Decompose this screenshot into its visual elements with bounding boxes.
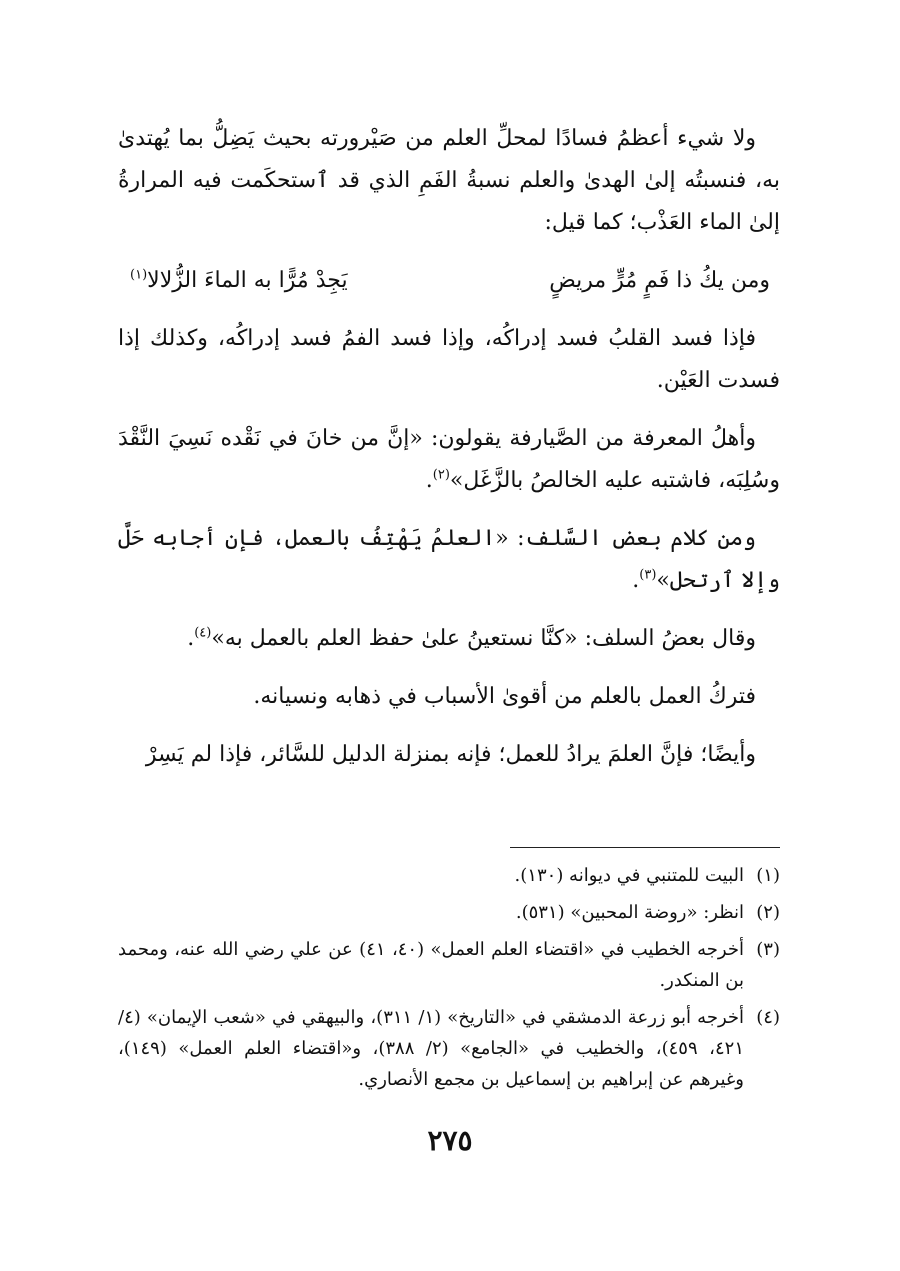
paragraph-4: ومن كلام بعض السَّلف: «العلمُ يَهْتِفُ بالعمل، فإن أجابه حَلَّ وإلا ٱرتحل»$^{(٣)}$. bbox=[118, 526, 780, 593]
poem-second-text: يَجِدْ مُرًّا به الماءَ الزُّلالا bbox=[147, 268, 348, 293]
footnote-text: أخرجه الخطيب في «اقتضاء العلم العمل» (٤٠، ٤١) عن علي رضي الله عنه، ومحمد بن المنكدر. bbox=[118, 939, 744, 991]
page-number: ٢٧٥ bbox=[427, 1124, 473, 1157]
paragraph-2: فإذا فسد القلبُ فسد إدراكُه، وإذا فسد الفمُ فسد إدراكُه، وكذلك إذا فسدت العَيْن. bbox=[118, 326, 780, 393]
paragraph-6: فتركُ العمل بالعلم من أقوىٰ الأسباب في ذهابه ونسيانه. bbox=[253, 684, 756, 709]
footnote-number: (٤) bbox=[756, 1007, 780, 1028]
poem-verse bbox=[118, 260, 780, 302]
footnote-marker-4[interactable]: (٤) bbox=[194, 625, 212, 641]
paragraph-5-text: وقال بعضُ السلف: «كنَّا نستعينُ علىٰ حفظ العلم بالعمل به» bbox=[211, 626, 756, 651]
paragraph-3-text: وأهلُ المعرفة من الصَّيارفة يقولون: «إنَّ من خانَ في نَقْده نَسِيَ النَّقْدَ وسُلِبَه، فاشتبه عليه الخالصُ بالزَّغَل» bbox=[118, 426, 780, 493]
footnote-1 bbox=[118, 860, 780, 891]
footnote-text: البيت للمتنبي في ديوانه (١٣٠). bbox=[514, 865, 744, 886]
footnote-4 bbox=[118, 1002, 780, 1095]
footnote-3 bbox=[118, 934, 780, 996]
main-text bbox=[118, 118, 780, 792]
footnote-number: (٢) bbox=[756, 902, 780, 923]
footnote-number: (٣) bbox=[756, 939, 780, 960]
footnote-marker-2[interactable]: (٢) bbox=[432, 467, 450, 483]
footnotes bbox=[118, 860, 780, 1101]
footnote-2 bbox=[118, 897, 780, 928]
footnote-text: انظر: «روضة المحبين» (٥٣١). bbox=[515, 902, 744, 923]
footnote-text: أخرجه أبو زرعة الدمشقي في «التاريخ» (١/ ٣١١)، والبيهقي في «شعب الإيمان» (٤/ ٤٢١، ٤٥٩)، والخطيب في «الجامع» (٢/ ٣٨٨)، و«اقتضاء العلم العمل» (١٤٩)، وغيرهم عن إبراهيم بن إسماعيل بن مجمع الأنصاري. bbox=[118, 1007, 745, 1090]
paragraph-5: وقال بعضُ السلف: «كنَّا نستعينُ علىٰ حفظ العلم بالعمل به»$^{(٤)}$. bbox=[187, 625, 756, 651]
footnote-marker-1[interactable]: (١) bbox=[130, 267, 148, 283]
paragraph-7: وأيضًا؛ فإنَّ العلمَ يرادُ للعمل؛ فإنه بمنزلة الدليل للسَّائر، فإذا لم يَسِرْ bbox=[145, 742, 756, 767]
footnote-separator bbox=[510, 847, 780, 848]
paragraph-4-text: ومن كلام بعض السَّلف: «العلمُ يَهْتِفُ بالعمل، فإن أجابه حَلَّ وإلا ٱرتحل» bbox=[118, 526, 780, 593]
footnote-number: (١) bbox=[756, 865, 780, 886]
footnote-marker-3[interactable]: (٣) bbox=[639, 567, 657, 583]
paragraph-3: وأهلُ المعرفة من الصَّيارفة يقولون: «إنَّ من خانَ في نَقْده نَسِيَ النَّقْدَ وسُلِبَه، فاشتبه عليه الخالصُ بالزَّغَل»$^{(٢)}$. bbox=[118, 426, 780, 493]
poem-second-hemistich bbox=[130, 260, 348, 302]
poem-first-hemistich: ومن يكُ ذا فَمٍ مُرٍّ مريضٍ bbox=[549, 268, 770, 293]
paragraph-1: ولا شيء أعظمُ فسادًا لمحلِّ العلم من صَيْرورته بحيث يَضِلُّ بما يُهتدىٰ به، فنسبتُه إلىٰ الهدىٰ والعلم نسبةُ الفَمِ الذي قد ٱستحكَمت فيه المرارةُ إلىٰ الماء العَذْب؛ كما قيل: bbox=[118, 126, 780, 235]
